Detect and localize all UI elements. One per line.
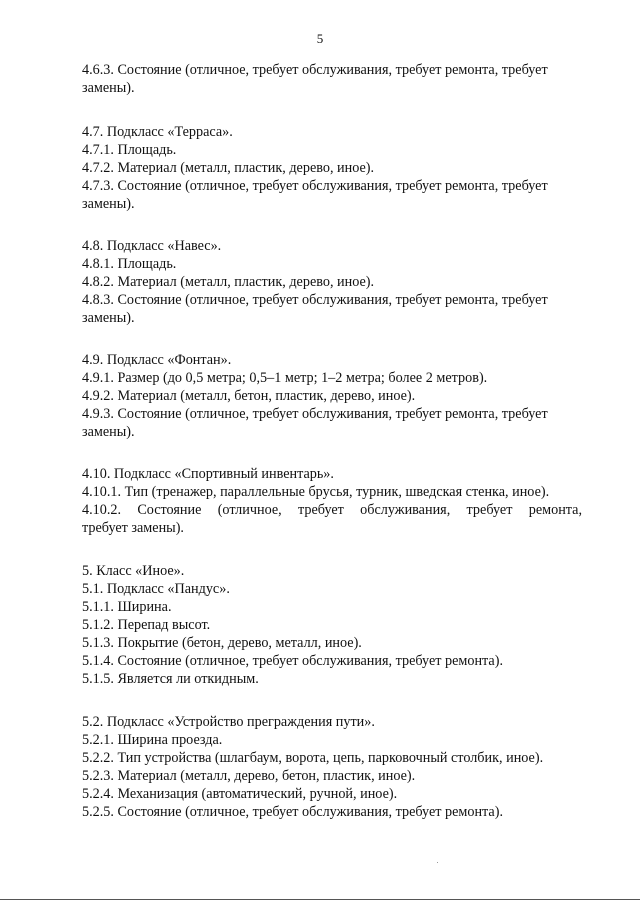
page-number: 5 [316,31,324,46]
paragraph-line: 5.2.4. Механизация (автоматический, ручной, иное). [82,786,398,802]
paragraph-line: 4.8.3. Состояние (отличное, требует обслуживания, требует ремонта, требует [82,292,548,308]
paragraph-line: 5.1.2. Перепад высот. [82,617,211,633]
paragraph-line: 4.7.2. Материал (металл, пластик, дерево, иное). [82,160,375,176]
section-heading: 4.8. Подкласс «Навес». [82,238,222,254]
section-heading: 5.2. Подкласс «Устройство преграждения пути». [82,714,375,730]
scan-bottom-edge [0,899,640,900]
paragraph-line: 4.8.2. Материал (металл, пластик, дерево, иное). [82,274,375,290]
section-heading: 4.9. Подкласс «Фонтан». [82,352,232,368]
paragraph-line: 5.2.5. Состояние (отличное, требует обслуживания, требует ремонта). [82,804,503,820]
paragraph-line: 4.8.1. Площадь. [82,256,177,272]
paragraph-line: требует замены). [82,520,184,536]
paragraph-line: 5.2.2. Тип устройства (шлагбаум, ворота, цепь, парковочный столбик, иное). [82,750,544,766]
paragraph-line: 4.7.3. Состояние (отличное, требует обслуживания, требует ремонта, требует [82,178,548,194]
paragraph-line: 4.9.3. Состояние (отличное, требует обслуживания, требует ремонта, требует [82,406,548,422]
scan-speck [437,862,438,863]
paragraph-line: замены). [82,424,135,440]
paragraph-line: 4.10.2. Состояние (отличное, требует обслуживания, требует ремонта, [82,502,582,518]
paragraph-line: 5.1.5. Является ли откидным. [82,671,259,687]
paragraph-line: 5.1.3. Покрытие (бетон, дерево, металл, иное). [82,635,362,651]
paragraph-line: замены). [82,80,135,96]
paragraph-line: 4.6.3. Состояние (отличное, требует обслуживания, требует ремонта, требует [82,62,548,78]
paragraph-line: 4.7.1. Площадь. [82,142,177,158]
paragraph-line: замены). [82,310,135,326]
section-heading: 4.10. Подкласс «Спортивный инвентарь». [82,466,334,482]
paragraph-line: 4.9.1. Размер (до 0,5 метра; 0,5–1 метр; 1–2 метра; более 2 метров). [82,370,488,386]
paragraph-line: 5.2.1. Ширина проезда. [82,732,223,748]
section-heading: 4.7. Подкласс «Терраса». [82,124,233,140]
section-heading: 5. Класс «Иное». [82,563,185,579]
section-heading: 5.1. Подкласс «Пандус». [82,581,230,597]
paragraph-line: 4.10.1. Тип (тренажер, параллельные брусья, турник, шведская стенка, иное). [82,484,550,500]
paragraph-line: 4.9.2. Материал (металл, бетон, пластик, дерево, иное). [82,388,416,404]
paragraph-line: 5.1.1. Ширина. [82,599,172,615]
paragraph-line: замены). [82,196,135,212]
paragraph-line: 5.1.4. Состояние (отличное, требует обслуживания, требует ремонта). [82,653,503,669]
paragraph-line: 5.2.3. Материал (металл, дерево, бетон, пластик, иное). [82,768,416,784]
